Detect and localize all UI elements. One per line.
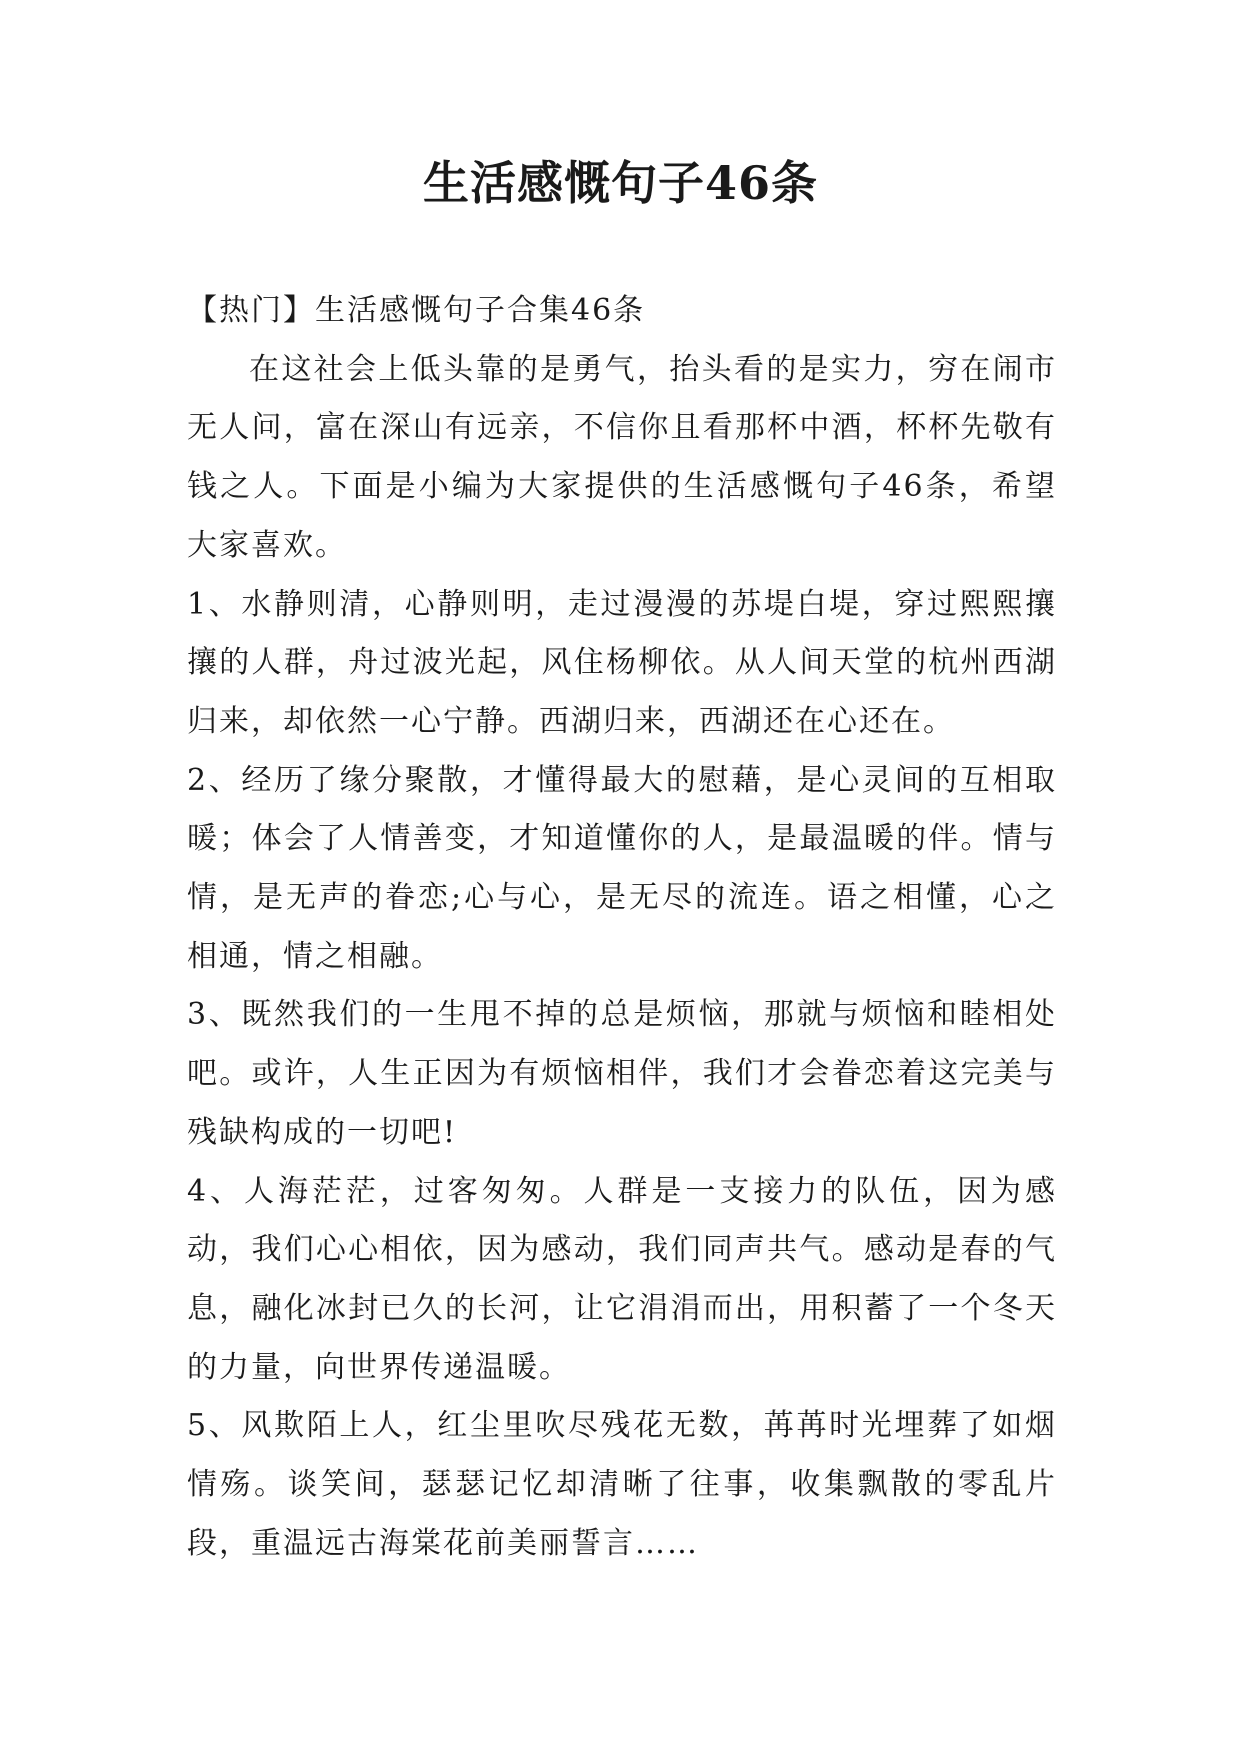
list-item-3: 3、既然我们的一生甩不掉的总是烦恼，那就与烦恼和睦相处吧。或许，人生正因为有烦恼相伴，我们才会眷恋着这完美与残缺构成的一切吧! (187, 997, 1057, 1150)
list-item-2: 2、经历了缘分聚散，才懂得最大的慰藉，是心灵间的互相取暖；体会了人情善变，才知道懂你的人，是最温暖的伴。情与情，是无声的眷恋;心与心，是无尽的流连。语之相懂，心之相通，情之相融。 (187, 762, 1057, 974)
document-body (187, 282, 1057, 1573)
list-item-5: 5、风欺陌上人，红尘里吹尽残花无数，苒苒时光埋葬了如烟情殇。谈笑间，瑟瑟记忆却清晰了往事，收集飘散的零乱片段，重温远古海棠花前美丽誓言…… (187, 1408, 1057, 1561)
list-item-1: 1、水静则清，心静则明，走过漫漫的苏堤白堤，穿过熙熙攘攘的人群，舟过波光起，风住杨柳依。从人间天堂的杭州西湖归来，却依然一心宁静。西湖归来，西湖还在心还在。 (187, 586, 1057, 739)
intro-paragraph: 在这社会上低头靠的是勇气，抬头看的是实力，穷在闹市无人问，富在深山有远亲，不信你且看那杯中酒，杯杯先敬有钱之人。下面是小编为大家提供的生活感慨句子46条，希望大家喜欢。 (187, 351, 1057, 563)
list-item-4: 4、人海茫茫，过客匆匆。人群是一支接力的队伍，因为感动，我们心心相依，因为感动，我们同声共气。感动是春的气息，融化冰封已久的长河，让它涓涓而出，用积蓄了一个冬天的力量，向世界传递温暖。 (187, 1173, 1057, 1385)
document-title: 生活感慨句子46条 (422, 156, 818, 210)
document-subtitle: 【热门】生活感慨句子合集46条 (187, 293, 646, 328)
